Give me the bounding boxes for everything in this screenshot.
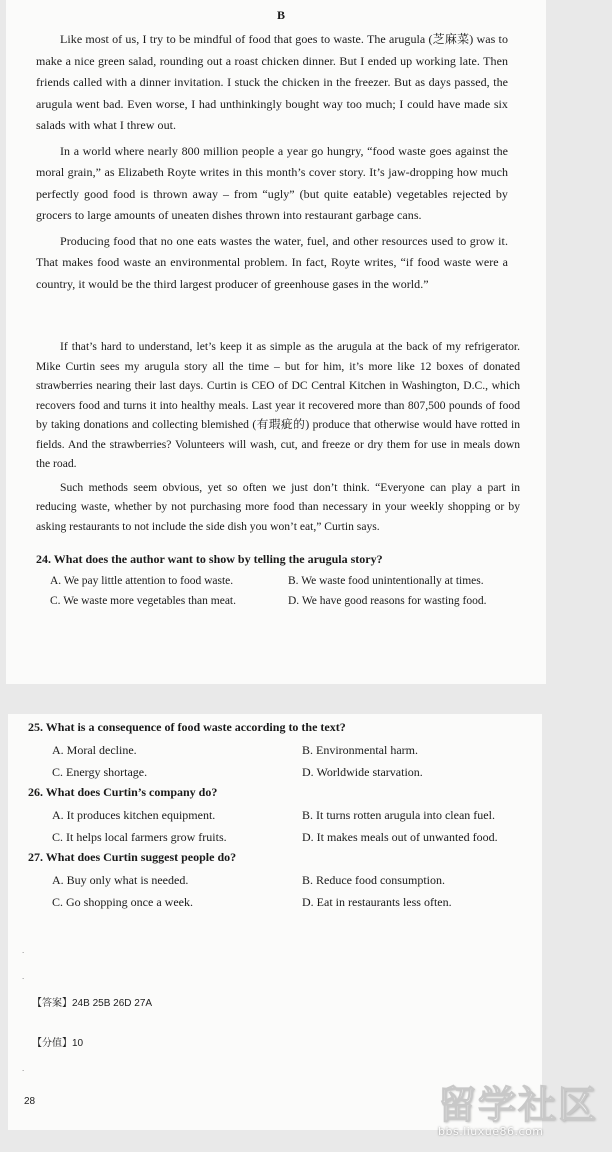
passage-top (36, 29, 508, 295)
option-a: A. We pay little attention to food waste. (50, 575, 234, 587)
scanned-page-bottom (8, 714, 542, 1130)
paragraph-1: Like most of us, I try to be mindful of food that goes to waste. The arugula (芝麻菜) was to make a nice green salad, rounding out a roast chicken dinner. But I ended up working late. Then friends called with a dinner invitation. I stuck the chicken in the freezer. But as days passed, the arugula went bad. Even worse, I had unthinkingly bought way too much; I could have made six salads with what I threw out. (36, 32, 508, 132)
option-d: D. It makes meals out of unwanted food. (302, 830, 498, 844)
paragraph-2: In a world where nearly 800 million people a year go hungry, “food waste goes against the moral grain,” as Elizabeth Royte writes in this month’s cover story. It’s jaw-dropping how much perfectly good food is thrown away – from “ugly” (but quite eatable) vegetables rejected by grocers to large amounts of uneaten dishes thrown into restaurant garbage cans. (36, 143, 508, 222)
paragraph-3: Producing food that no one eats wastes the water, fuel, and other resources used to grow it. That makes food waste an environmental problem. In fact, Royte writes, “if food waste were a country, it would be the third largest producer of greenhouse gases in the world.” (36, 233, 508, 291)
stray-mark: . (22, 972, 25, 981)
question-24 (36, 552, 526, 611)
option-row (52, 869, 528, 891)
next-question-number: 28 (24, 1096, 36, 1107)
question-27 (28, 850, 528, 913)
option-c: C. Energy shortage. (52, 765, 148, 779)
option-b: B. Environmental harm. (302, 743, 418, 757)
option-a: A. Buy only what is needed. (52, 873, 189, 887)
option-d: D. Eat in restaurants less often. (302, 895, 452, 909)
option-c: C. Go shopping once a week. (52, 895, 193, 909)
option-c: C. It helps local farmers grow fruits. (52, 830, 227, 844)
question-stem: 27. What does Curtin suggest people do? (28, 850, 237, 864)
question-26 (28, 785, 528, 848)
option-row (50, 571, 526, 591)
paragraph-5: Such methods seem obvious, yet so often we just don’t think. “Everyone can play a part in reducing waste, whether by not purchasing more food than necessary in your weekly shopping or by asking restaurants to not include the side dish you won’t eat,” Curtin says. (36, 480, 520, 533)
option-b: B. We waste food unintentionally at times. (288, 575, 484, 587)
option-row (52, 761, 528, 783)
option-row (52, 739, 528, 761)
question-stem: 25. What is a consequence of food waste according to the text? (28, 720, 346, 734)
stray-mark: . (22, 946, 25, 955)
score-value: 【分值】10 (32, 1038, 84, 1049)
answer-key: 【答案】24B 25B 26D 27A (32, 998, 153, 1009)
option-a: A. Moral decline. (52, 743, 137, 757)
option-b: B. It turns rotten arugula into clean fuel. (302, 808, 495, 822)
option-b: B. Reduce food consumption. (302, 873, 445, 887)
paragraph-4: If that’s hard to understand, let’s keep it as simple as the arugula at the back of my refrigerator. Mike Curtin sees my arugula story all the time – but for him, it’s more like 12 boxes of donated strawberries nearing their last days. Curtin is CEO of DC Central Kitchen in Washington, D.C., which recovers food and turns it into healthy meals. Last year it recovered more than 807,500 pounds of food by taking donations and collecting blemished (有瑕疵的) produce that otherwise would have rotted in fields. And the strawberries? Volunteers will wash, cut, and freeze or dry them for use in meals down the road. (36, 340, 520, 470)
option-d: D. We have good reasons for wasting food. (288, 595, 487, 607)
question-stem: 26. What does Curtin’s company do? (28, 785, 218, 799)
option-row (52, 891, 528, 913)
option-row (50, 591, 526, 611)
option-row (52, 804, 528, 826)
option-d: D. Worldwide starvation. (302, 765, 423, 779)
passage-middle (36, 337, 520, 536)
option-c: C. We waste more vegetables than meat. (50, 595, 236, 607)
section-heading: B (276, 8, 285, 22)
option-a: A. It produces kitchen equipment. (52, 808, 216, 822)
question-25 (28, 720, 528, 783)
questions-block (28, 714, 528, 913)
scanned-page-top (6, 0, 546, 684)
question-stem: 24. What does the author want to show by telling the arugula story? (36, 552, 383, 566)
option-row (52, 826, 528, 848)
watermark-logo-text: 留学社区 (438, 1083, 599, 1127)
stray-mark: . (22, 1064, 25, 1073)
watermark-url: bbs.liuxue86.com (438, 1125, 544, 1138)
